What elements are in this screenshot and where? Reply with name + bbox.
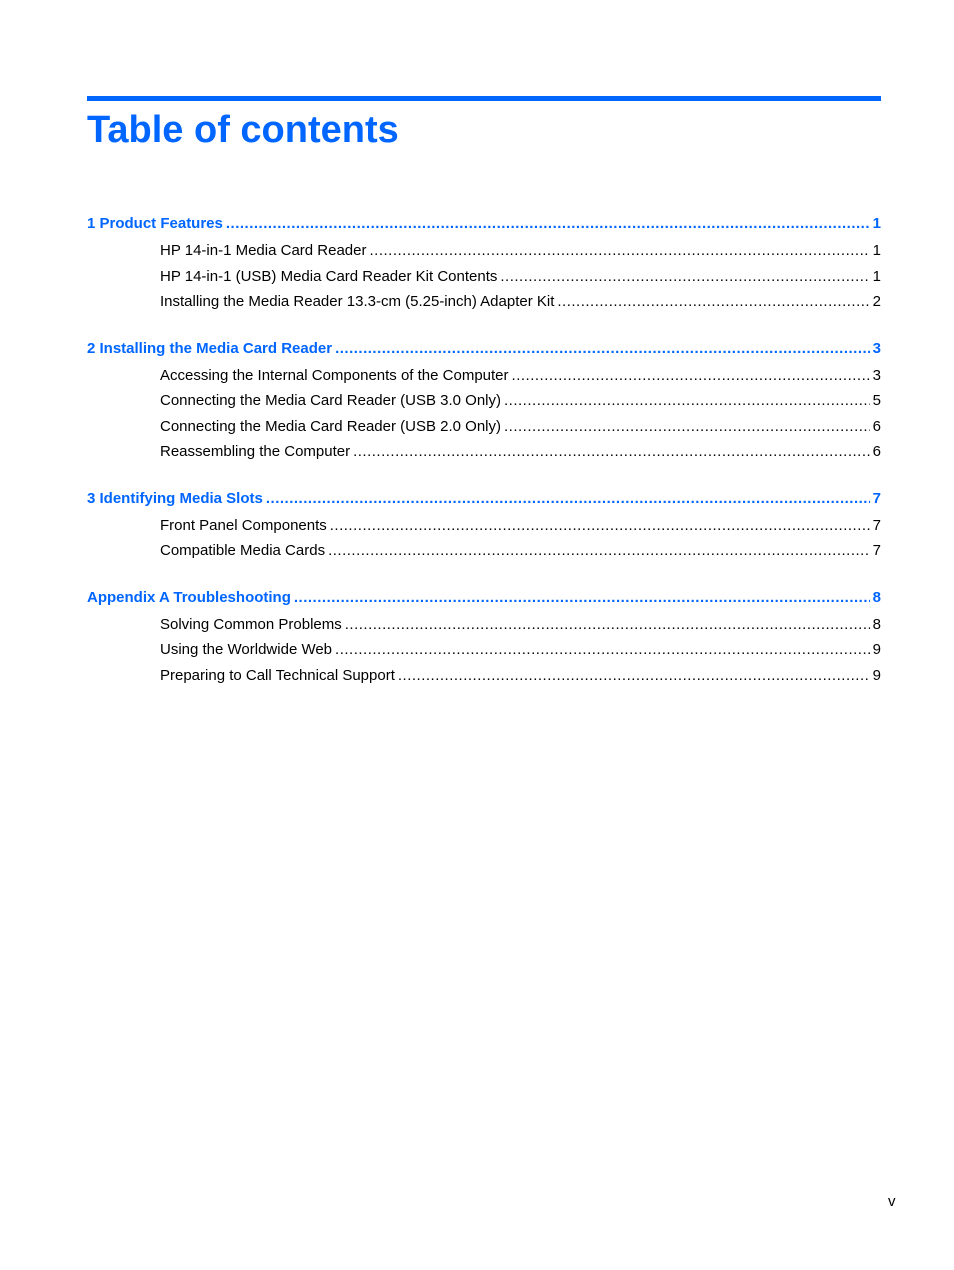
toc-entry-page: 9 — [872, 666, 881, 684]
toc-entry-page: 8 — [872, 615, 881, 633]
toc-entry-label: HP 14-in-1 Media Card Reader — [160, 242, 367, 259]
toc-entry-page: 2 — [872, 293, 881, 310]
toc-chapter-3 — [87, 485, 881, 564]
toc-entry-label: Connecting the Media Card Reader (USB 2.0 Only) — [160, 417, 502, 435]
toc-leader-dots — [353, 439, 870, 465]
toc-chapter-1 — [87, 210, 881, 315]
toc-entry-page: 3 — [872, 339, 881, 357]
toc-leader-dots — [370, 238, 870, 264]
toc-entry-page: 8 — [872, 588, 881, 606]
toc-entry-section[interactable] — [87, 663, 881, 689]
toc-leader-dots — [512, 363, 870, 389]
toc-entry-label: 3 Identifying Media Slots — [87, 489, 263, 507]
toc-entry-chapter[interactable] — [87, 584, 881, 612]
toc-entry-page: 6 — [872, 443, 881, 460]
toc-entry-label: Appendix A Troubleshooting — [87, 588, 291, 606]
title-rule — [87, 96, 881, 101]
toc-entry-label: 2 Installing the Media Card Reader — [87, 339, 333, 357]
toc-leader-dots — [500, 264, 869, 290]
toc-entry-section[interactable] — [87, 264, 881, 290]
toc-leader-dots — [328, 538, 870, 564]
toc-leader-dots — [335, 637, 870, 663]
toc-entry-label: Solving Common Problems — [160, 615, 342, 633]
toc-entry-page: 3 — [872, 366, 881, 384]
toc-entry-page: 5 — [872, 392, 881, 409]
toc-chapter-2 — [87, 335, 881, 465]
toc-entry-section[interactable] — [87, 513, 881, 539]
toc-entry-chapter[interactable] — [87, 485, 881, 513]
toc-entry-chapter[interactable] — [87, 335, 881, 363]
toc-entry-section[interactable] — [87, 439, 881, 465]
toc-entry-label: HP 14-in-1 (USB) Media Card Reader Kit Contents — [160, 267, 498, 285]
toc-entry-page: 1 — [872, 267, 881, 285]
toc-entry-section[interactable] — [87, 238, 881, 264]
toc-leader-dots — [266, 485, 870, 513]
toc-entry-section[interactable] — [87, 612, 881, 638]
toc-leader-dots — [398, 663, 870, 689]
page-title: Table of contents — [87, 109, 399, 151]
toc-leader-dots — [294, 584, 870, 612]
toc-entry-label: Compatible Media Cards — [160, 542, 326, 559]
toc-leader-dots — [557, 289, 869, 315]
toc-entry-section[interactable] — [87, 388, 881, 414]
toc-entry-section[interactable] — [87, 637, 881, 663]
toc-entry-page: 7 — [872, 489, 881, 507]
toc-entry-chapter[interactable] — [87, 210, 881, 238]
toc-entry-section[interactable] — [87, 363, 881, 389]
toc-entry-label: Front Panel Components — [160, 516, 327, 534]
table-of-contents — [87, 210, 881, 708]
toc-leader-dots — [330, 513, 870, 539]
toc-entry-page: 6 — [872, 417, 881, 435]
toc-leader-dots — [345, 612, 870, 638]
toc-entry-label: Connecting the Media Card Reader (USB 3.0 Only) — [160, 392, 502, 409]
toc-entry-label: Using the Worldwide Web — [160, 641, 333, 658]
toc-leader-dots — [335, 335, 870, 363]
toc-appendix-a — [87, 584, 881, 689]
toc-entry-page: 7 — [872, 542, 881, 559]
toc-entry-section[interactable] — [87, 414, 881, 440]
toc-entry-label: Reassembling the Computer — [160, 443, 351, 460]
toc-entry-label: Accessing the Internal Components of the Computer — [160, 366, 509, 384]
toc-entry-page: 9 — [872, 641, 881, 658]
toc-entry-page: 1 — [872, 242, 881, 259]
toc-entry-page: 7 — [872, 516, 881, 534]
toc-leader-dots — [504, 414, 870, 440]
toc-entry-section[interactable] — [87, 538, 881, 564]
page-number: v — [888, 1193, 896, 1210]
toc-entry-label: 1 Product Features — [87, 215, 223, 232]
toc-entry-section[interactable] — [87, 289, 881, 315]
toc-entry-label: Preparing to Call Technical Support — [160, 666, 395, 684]
toc-entry-label: Installing the Media Reader 13.3-cm (5.25-inch) Adapter Kit — [160, 293, 555, 310]
toc-leader-dots — [504, 388, 870, 414]
toc-leader-dots — [226, 210, 870, 238]
toc-entry-page: 1 — [872, 215, 881, 232]
